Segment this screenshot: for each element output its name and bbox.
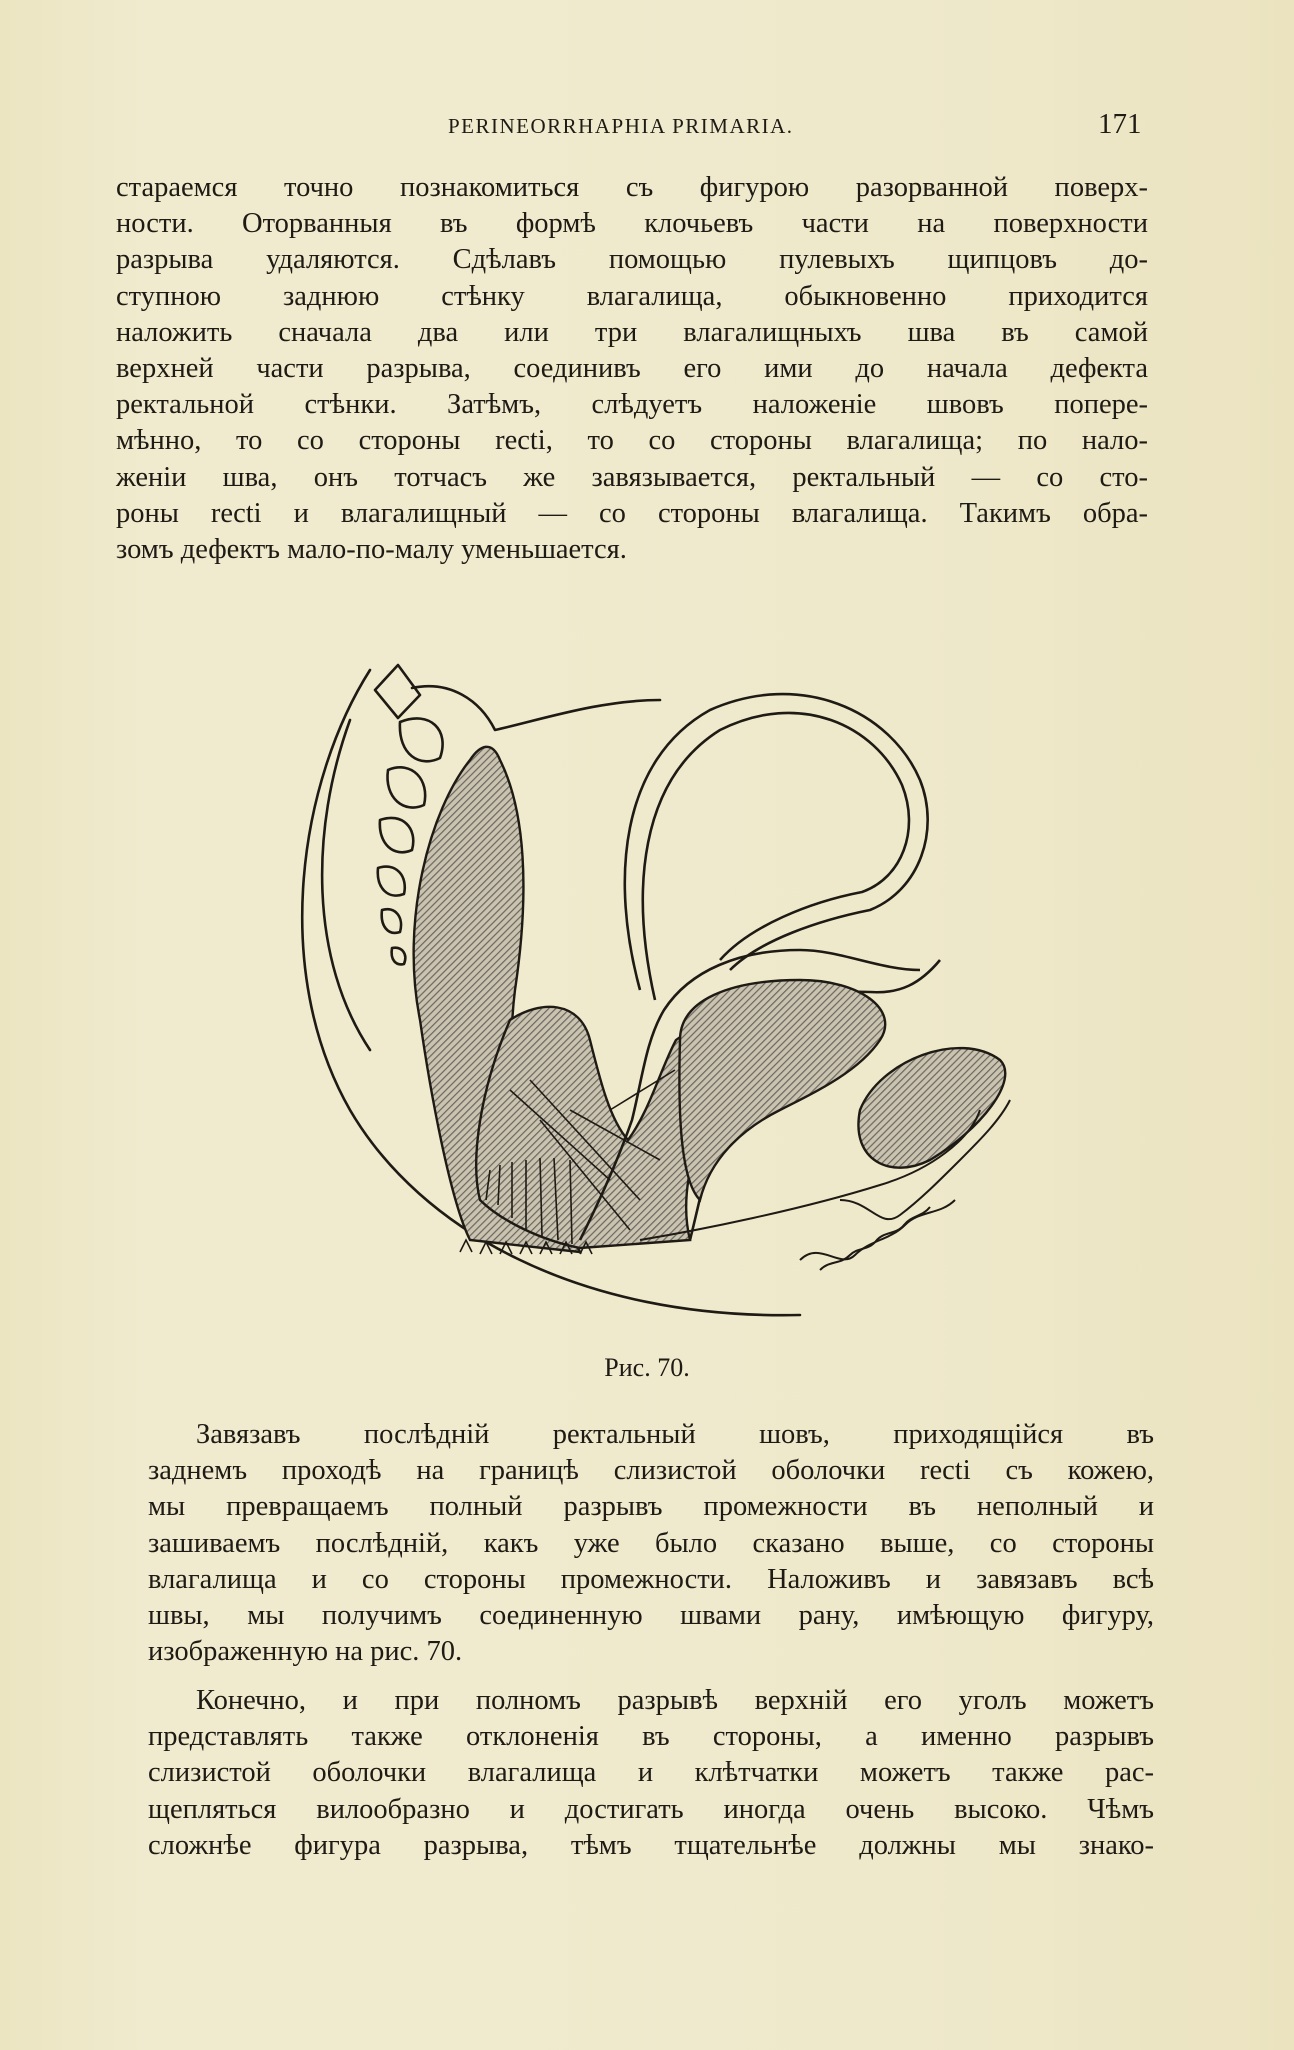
paragraph-3 [148,1683,1154,1864]
uterus-outline [625,694,928,990]
text-line: зашиваемъ послѣдній, какъ уже было сказано выше, со стороны [148,1527,1154,1559]
text-line: ступною заднюю стѣнку влагалища, обыкновенно приходится [116,280,1148,312]
bladder-section [679,980,885,1200]
page-header [0,108,1294,148]
text-line: разрыва удаляются. Сдѣлавъ помощью пулевыхъ щипцовъ до- [116,244,1148,276]
page-number: 171 [1098,108,1142,140]
text-line: ности. Оторванныя въ формѣ клочьевъ части на поверхности [116,208,1148,240]
text-line: стараемся точно познакомиться съ фигурою разорванной поверх- [116,172,1148,203]
text-line: мы превращаемъ полный разрывъ промежности въ неполный и [148,1491,1154,1523]
text-line: роны recti и влагалищный — со стороны влагалища. Такимъ обра- [116,497,1148,529]
vertebra [400,718,443,761]
paragraph-2 [148,1417,1154,1670]
text-line: верхней части разрыва, соединивъ его ими до начала дефекта [116,353,1148,385]
paragraph-1 [116,170,1148,568]
text-line: щепляться вилообразно и достигать иногда очень высоко. Чѣмъ [148,1793,1154,1825]
text-line: женіи шва, онъ тотчасъ же завязывается, ректальный — со сто- [116,461,1148,493]
pubic-symphysis [858,1048,1005,1168]
sagittal-section-drawing [280,640,1020,1320]
text-line: Завязавъ послѣдній ректальный шовъ, приходящійся въ [196,1419,1154,1450]
text-line: представлять также отклоненія въ стороны, а именно разрывъ [148,1721,1154,1753]
text-line: ректальной стѣнки. Затѣмъ, слѣдуетъ наложеніе швовъ попере- [116,389,1148,421]
text-line: Конечно, и при полномъ разрывѣ верхній его уголъ можетъ [196,1685,1154,1716]
text-line: зомъ дефектъ мало-по-малу уменьшается. [116,534,627,566]
text-line: сложнѣе фигура разрыва, тѣмъ тщательнѣе должны мы знако- [148,1829,1154,1861]
text-line: заднемъ проходѣ на границѣ слизистой оболочки recti съ кожею, [148,1455,1154,1487]
text-line: слизистой оболочки влагалища и клѣтчатки можетъ также рас- [148,1757,1154,1789]
text-line: изображенную на рис. 70. [148,1636,463,1668]
vertebra [382,909,401,933]
running-title: PERINEORRHAPHIA PRIMARIA. [448,114,794,138]
figure-caption: Рис. 70. [604,1353,690,1382]
vertebra [380,818,413,852]
vertebra [387,767,425,807]
text-line: мѣнно, то со стороны recti, то со стороны влагалища; по нало- [116,425,1148,457]
text-line: наложить сначала два или три влагалищныхъ шва въ самой [116,316,1148,348]
text-line: влагалища и со стороны промежности. Наложивъ и завязавъ всѣ [148,1563,1154,1595]
text-line: швы, мы получимъ соединенную швами рану, имѣющую фигуру, [148,1600,1154,1632]
anatomical-illustration [280,640,1020,1320]
sacral-curve [322,720,370,1050]
vertebra [392,948,406,965]
vertebra [378,867,405,896]
